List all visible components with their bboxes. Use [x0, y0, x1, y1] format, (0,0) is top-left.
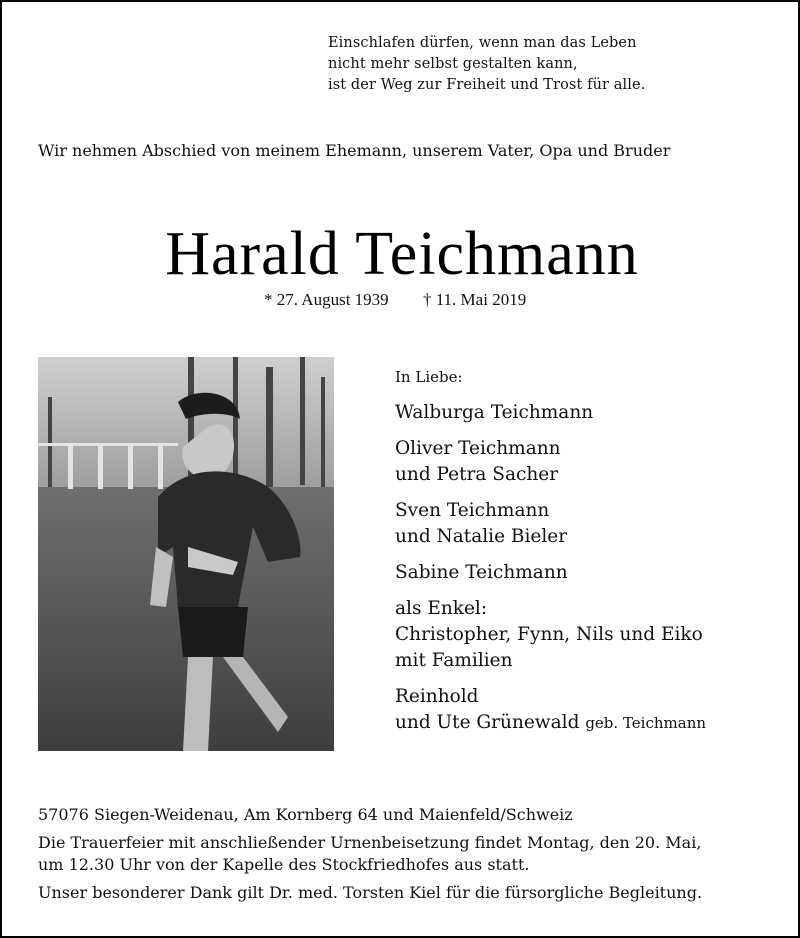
death-date: † 11. Mai 2019	[422, 290, 527, 309]
mourner-group	[395, 400, 706, 426]
mourner-name: Christopher, Fynn, Nils und Eiko	[395, 624, 703, 645]
quote-line: nicht mehr selbst gestalten kann,	[328, 56, 578, 72]
mourner-group	[395, 596, 706, 674]
mourner-name: und Ute Grünewald	[395, 712, 580, 733]
quote-line: Einschlafen dürfen, wenn man das Leben	[328, 35, 637, 51]
quote-line: ist der Weg zur Freiheit und Trost für alle.	[328, 77, 646, 93]
thanks-note: Unser besonderer Dank gilt Dr. med. Torsten Kiel für die fürsorgliche Begleitung.	[38, 883, 703, 902]
deceased-name: Harald Teichmann	[165, 220, 639, 288]
mourner-group	[395, 560, 706, 586]
mourner-group	[395, 436, 706, 488]
mourner-name: mit Familien	[395, 650, 513, 671]
birth-name-note: geb. Teichmann	[585, 714, 707, 732]
mourner-name: Walburga Teichmann	[395, 402, 594, 423]
mourner-name: Oliver Teichmann	[395, 438, 561, 459]
funeral-line: Die Trauerfeier mit anschließender Urnenbeisetzung findet Montag, den 20. Mai,	[38, 833, 702, 852]
mourner-name: Reinhold	[395, 686, 479, 707]
notice-footer	[38, 804, 702, 904]
mourner-name: Sabine Teichmann	[395, 562, 568, 583]
mourners-list	[395, 364, 706, 746]
portrait-photo	[38, 357, 334, 751]
birth-date: * 27. August 1939	[264, 290, 389, 309]
mourners-lead: In Liebe:	[395, 368, 463, 386]
mourner-name: Sven Teichmann	[395, 500, 550, 521]
funeral-line: um 12.30 Uhr von der Kapelle des Stockfriedhofes aus statt.	[38, 855, 530, 874]
mourner-name: und Natalie Bieler	[395, 526, 568, 547]
portrait-photo-illustration	[38, 357, 334, 751]
mourner-name: als Enkel:	[395, 598, 488, 619]
family-address: 57076 Siegen-Weidenau, Am Kornberg 64 und Maienfeld/Schweiz	[38, 805, 573, 824]
mourner-name: und Petra Sacher	[395, 464, 559, 485]
farewell-intro: Wir nehmen Abschied von meinem Ehemann, unserem Vater, Opa und Bruder	[38, 141, 671, 160]
mourner-group	[395, 498, 706, 550]
mourner-group	[395, 684, 706, 736]
life-dates	[264, 290, 526, 310]
mourner-name-line	[395, 710, 706, 736]
funeral-announcement	[38, 832, 702, 876]
memorial-quote	[328, 33, 645, 96]
